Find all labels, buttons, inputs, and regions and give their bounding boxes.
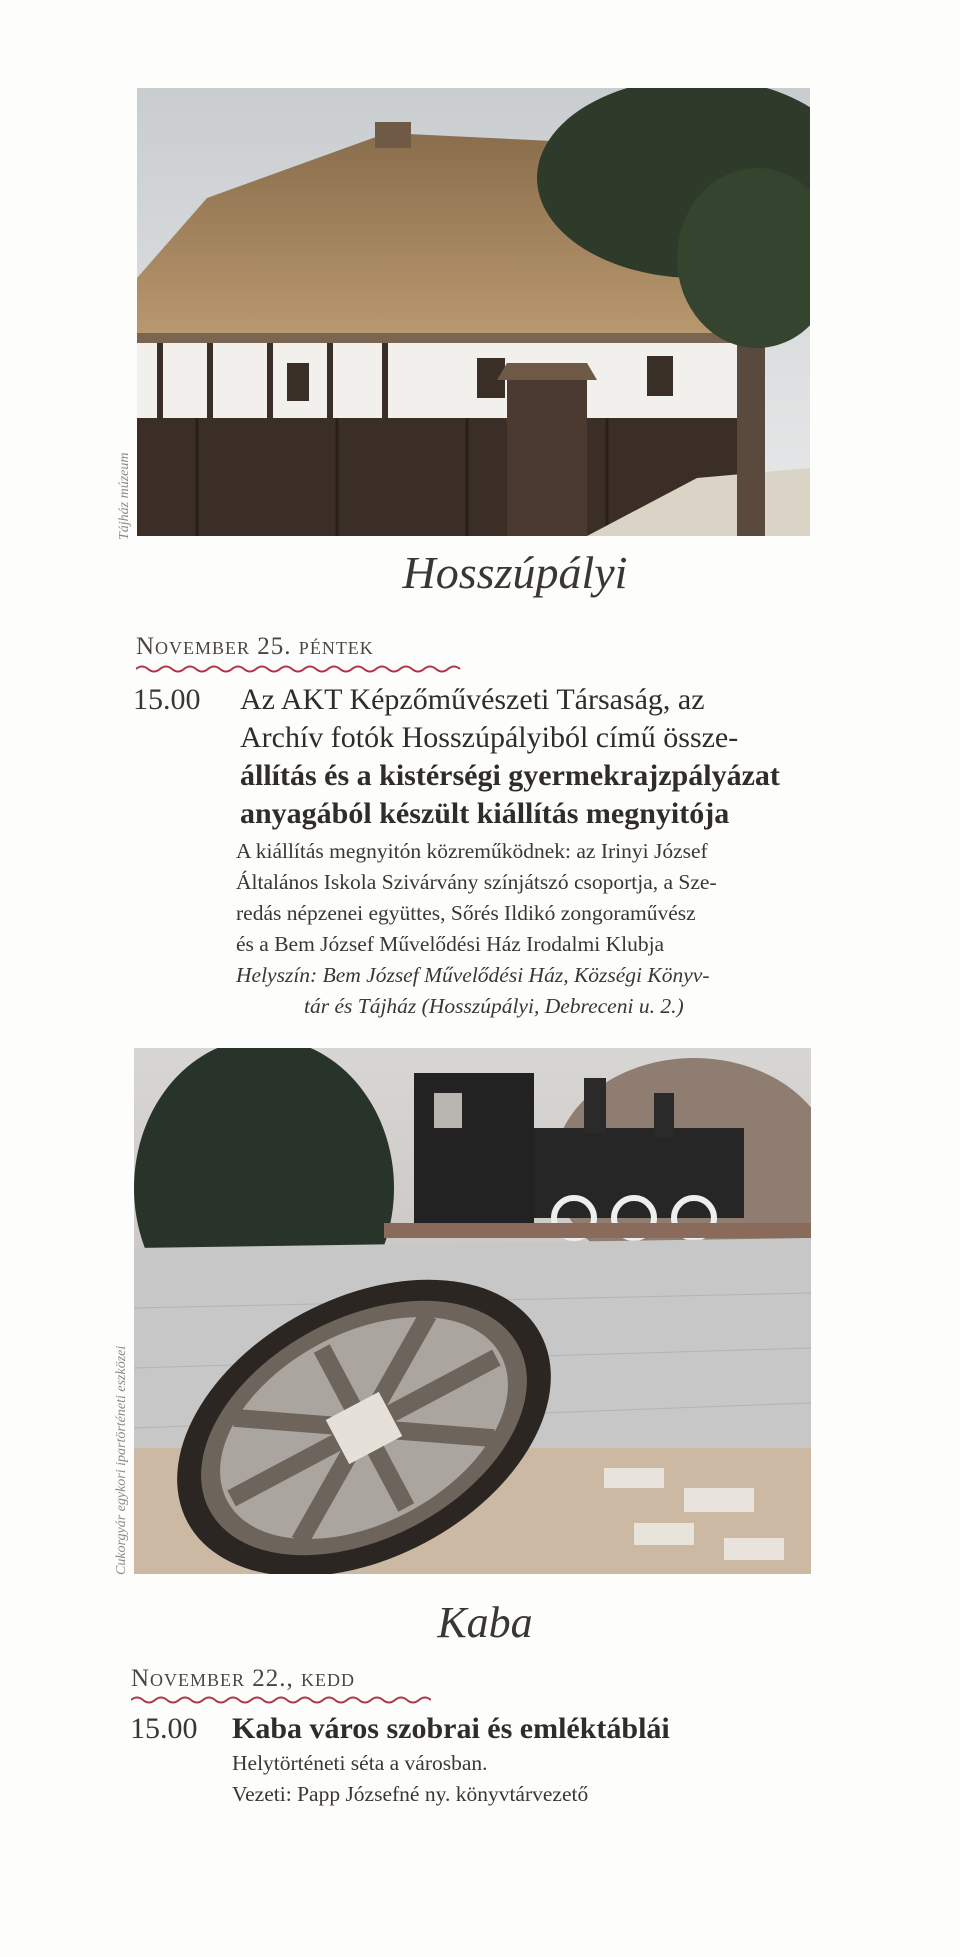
event-time: 15.00 — [133, 683, 201, 716]
sugar-factory-photo — [134, 1048, 811, 1574]
photo-credit: Cukorgyár egykori ipartörténeti eszközei — [114, 1345, 129, 1575]
title-line: állítás és a kistérségi gyermekrajzpályázat — [240, 759, 780, 792]
thatched-house-illustration — [137, 88, 810, 536]
gear-and-locomotive-illustration — [134, 1048, 811, 1574]
event-dateline: November 22., kedd — [131, 1665, 356, 1692]
town-heading: Kaba — [437, 1598, 533, 1647]
event-time: 15.00 — [130, 1712, 198, 1745]
event-dateline: November 25. péntek — [136, 633, 374, 660]
photo-credit: Tájház múzeum — [117, 452, 132, 540]
desc-line: redás népzenei együttes, Sőrés Ildikó zongoraművész — [236, 901, 696, 925]
event-title — [240, 681, 780, 833]
venue-line: tár és Tájház (Hosszúpályi, Debreceni u. 2.) — [304, 994, 684, 1018]
venue-line: Helyszín: Bem József Művelődési Ház, Községi Könyv- — [236, 963, 710, 987]
town-heading: Hosszúpályi — [402, 547, 628, 598]
wavy-underline — [136, 664, 466, 674]
title-line: Archív fotók Hosszúpályiból című össze- — [240, 721, 739, 754]
title-line: Az AKT Képzőművészeti Társaság, az — [240, 683, 705, 716]
event-title: Kaba város szobrai és emléktáblái — [232, 1712, 670, 1745]
title-line: anyagából készült kiállítás megnyitója — [240, 797, 730, 830]
tajhaz-photo — [137, 88, 810, 536]
event-description — [236, 836, 717, 1022]
desc-line: Helytörténeti séta a városban. — [232, 1751, 488, 1775]
wavy-underline — [131, 1695, 431, 1705]
desc-line: és a Bem József Művelődési Ház Irodalmi Klubja — [236, 932, 665, 956]
desc-line: Általános Iskola Szivárvány színjátszó csoportja, a Sze- — [236, 870, 717, 894]
desc-line: A kiállítás megnyitón közreműködnek: az Irinyi József — [236, 839, 708, 863]
event-description — [232, 1748, 588, 1810]
desc-line: Vezeti: Papp Józsefné ny. könyvtárvezető — [232, 1782, 589, 1806]
